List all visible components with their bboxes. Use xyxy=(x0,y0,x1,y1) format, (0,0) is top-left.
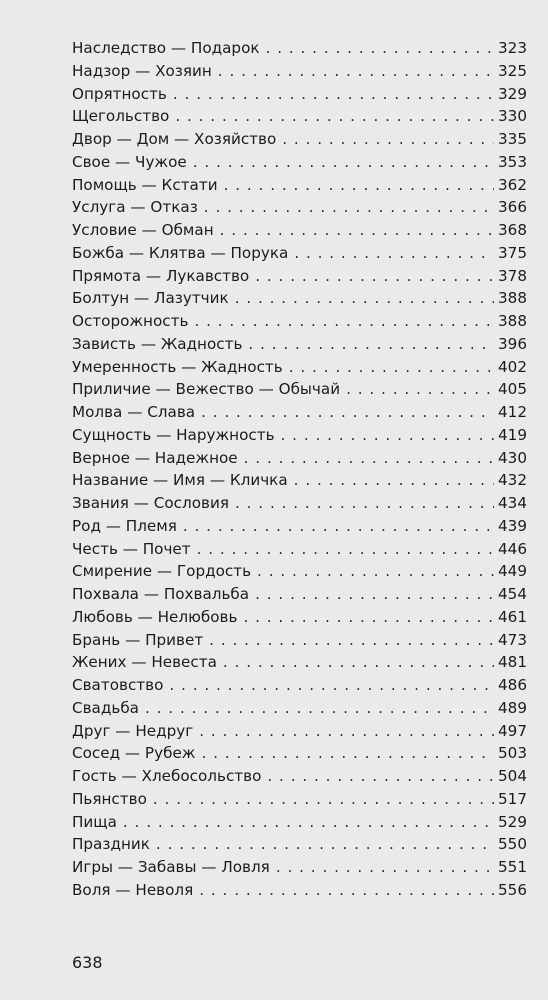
toc-entry-page: 551 xyxy=(498,858,527,876)
toc-entry-title: Пища xyxy=(72,812,117,831)
page-number: 638 xyxy=(72,953,103,972)
toc-entry-title: Щегольство xyxy=(72,107,170,126)
toc-entry-title: Надзор — Хозяин xyxy=(72,61,212,80)
toc-entry-title: Сосед — Рубеж xyxy=(72,744,196,763)
toc-entry xyxy=(72,788,527,811)
toc-entry-page: 503 xyxy=(498,744,527,763)
toc-entry-page: 434 xyxy=(498,494,527,512)
toc-entry-title: Брань — Привет xyxy=(72,630,204,649)
toc-dot-leader xyxy=(243,606,494,629)
toc-dot-leader xyxy=(173,83,494,106)
toc-entry-title: Зависть — Жадность xyxy=(72,334,243,353)
toc-dot-leader xyxy=(153,788,494,811)
toc-entry-page: 412 xyxy=(498,403,527,421)
toc-entry xyxy=(72,606,527,629)
toc-entry xyxy=(72,424,527,447)
toc-entry-page: 388 xyxy=(498,312,527,330)
toc-entry xyxy=(72,492,527,515)
toc-entry-title: Опрятность xyxy=(72,84,167,103)
toc-entry-title: Друг — Недруг xyxy=(72,721,194,740)
toc-entry xyxy=(72,37,527,60)
toc-dot-leader xyxy=(201,401,494,424)
toc-entry xyxy=(72,651,527,674)
toc-dot-leader xyxy=(244,447,494,470)
toc-entry-title: Воля — Неволя xyxy=(72,880,194,899)
toc-dot-leader xyxy=(193,151,494,174)
toc-entry-title: Болтун — Лазутчик xyxy=(72,289,229,308)
toc-entry-page: 335 xyxy=(498,130,527,148)
toc-dot-leader xyxy=(199,879,494,902)
toc-entry-page: 329 xyxy=(498,84,527,103)
toc-entry xyxy=(72,105,527,128)
toc-dot-leader xyxy=(175,105,494,128)
toc-dot-leader xyxy=(255,583,494,606)
toc-entry xyxy=(72,242,527,265)
toc-entry-page: 375 xyxy=(498,243,527,262)
toc-entry xyxy=(72,401,527,424)
toc-entry-page: 430 xyxy=(498,448,527,467)
toc-entry-title: Похвала — Похвальба xyxy=(72,585,250,603)
toc-dot-leader xyxy=(235,287,494,310)
toc-entry-page: 405 xyxy=(498,380,527,399)
toc-dot-leader xyxy=(209,629,494,652)
toc-entry xyxy=(72,287,527,310)
toc-dot-leader xyxy=(281,424,494,447)
toc-entry-title: Свадьба xyxy=(72,698,139,717)
toc-entry-title: Честь — Почет xyxy=(72,539,191,558)
toc-dot-leader xyxy=(194,310,494,333)
toc-dot-leader xyxy=(266,37,494,60)
toc-entry xyxy=(72,378,527,401)
toc-entry-page: 388 xyxy=(498,289,527,308)
toc-entry xyxy=(72,333,527,356)
toc-entry xyxy=(72,697,527,720)
toc-entry-title: Прямота — Лукавство xyxy=(72,266,250,285)
toc-entry-page: 486 xyxy=(498,676,527,694)
toc-entry-title: Звания — Сословия xyxy=(72,494,229,512)
toc-entry xyxy=(72,560,527,583)
toc-entry xyxy=(72,60,527,83)
toc-entry xyxy=(72,447,527,470)
toc-entry xyxy=(72,629,527,652)
toc-dot-leader xyxy=(123,811,494,834)
toc-entry xyxy=(72,833,527,856)
toc-dot-leader xyxy=(199,720,494,743)
toc-entry-page: 439 xyxy=(498,516,527,535)
toc-dot-leader xyxy=(282,128,494,151)
toc-entry-title: Игры — Забавы — Ловля xyxy=(72,858,270,876)
toc-entry-page: 366 xyxy=(498,198,527,217)
toc-dot-leader xyxy=(235,492,494,515)
toc-dot-leader xyxy=(218,60,494,83)
toc-dot-leader xyxy=(204,196,494,219)
toc-entry-title: Жених — Невеста xyxy=(72,653,217,672)
toc-entry-page: 325 xyxy=(498,61,527,80)
toc-dot-leader xyxy=(183,515,494,538)
toc-entry-page: 497 xyxy=(498,721,527,740)
toc-entry-title: Пьянство xyxy=(72,789,147,808)
toc-dot-leader xyxy=(346,378,494,401)
toc-entry-page: 449 xyxy=(498,562,527,581)
toc-entry xyxy=(72,856,527,879)
toc-dot-leader xyxy=(294,469,494,492)
toc-dot-leader xyxy=(248,333,494,356)
toc-entry-title: Осторожность xyxy=(72,312,189,330)
toc-entry-title: Любовь — Нелюбовь xyxy=(72,607,238,626)
toc-entry-page: 504 xyxy=(498,767,527,785)
toc-entry-title: Услуга — Отказ xyxy=(72,198,198,217)
toc-entry-page: 481 xyxy=(498,653,527,672)
toc-entry-page: 323 xyxy=(498,39,527,57)
toc-entry xyxy=(72,674,527,697)
toc-entry-title: Наследство — Подарок xyxy=(72,39,260,57)
toc-entry-title: Приличие — Вежество — Обычай xyxy=(72,380,341,399)
toc-entry-title: Род — Племя xyxy=(72,516,177,535)
toc-entry xyxy=(72,469,527,492)
toc-entry-title: Условие — Обман xyxy=(72,221,214,239)
toc-dot-leader xyxy=(220,219,494,242)
toc-dot-leader xyxy=(257,560,494,583)
toc-entry-page: 419 xyxy=(498,425,527,444)
toc-entry xyxy=(72,196,527,219)
toc-dot-leader xyxy=(156,833,494,856)
toc-dot-leader xyxy=(169,674,494,697)
toc-dot-leader xyxy=(267,765,494,788)
toc-entry-page: 353 xyxy=(498,152,527,171)
toc-dot-leader xyxy=(276,856,494,879)
toc-entry-page: 489 xyxy=(498,698,527,717)
toc-entry-page: 550 xyxy=(498,835,527,854)
toc-entry-page: 461 xyxy=(498,607,527,626)
toc-entry-title: Божба — Клятва — Порука xyxy=(72,243,289,262)
toc-entry xyxy=(72,356,527,379)
toc-entry xyxy=(72,879,527,902)
toc-entry-page: 556 xyxy=(498,880,527,899)
toc-entry xyxy=(72,83,527,106)
toc-dot-leader xyxy=(224,174,494,197)
toc-entry-title: Праздник xyxy=(72,835,150,854)
toc-entry-title: Гость — Хлебосольство xyxy=(72,767,262,785)
toc-entry-title: Сватовство xyxy=(72,676,164,694)
toc-dot-leader xyxy=(255,265,494,288)
toc-entry xyxy=(72,219,527,242)
toc-entry xyxy=(72,265,527,288)
toc-entry-title: Верное — Надежное xyxy=(72,448,238,467)
toc-entry-page: 454 xyxy=(498,585,527,603)
toc-entry xyxy=(72,742,527,765)
toc-entry-page: 402 xyxy=(498,357,527,376)
toc-entry-title: Смирение — Гордость xyxy=(72,562,252,581)
toc-dot-leader xyxy=(294,242,494,265)
toc-entry xyxy=(72,310,527,333)
toc-entry-page: 362 xyxy=(498,175,527,194)
toc-dot-leader xyxy=(289,356,494,379)
toc-entry-title: Двор — Дом — Хозяйство xyxy=(72,130,277,148)
toc-dot-leader xyxy=(223,651,494,674)
toc-entry xyxy=(72,765,527,788)
toc-entry-page: 368 xyxy=(498,221,527,239)
toc-entry xyxy=(72,151,527,174)
toc-entry-page: 396 xyxy=(498,334,527,353)
toc-entry-title: Сущность — Наружность xyxy=(72,425,275,444)
toc-entry-page: 330 xyxy=(498,107,527,126)
toc-dot-leader xyxy=(201,742,494,765)
toc-dot-leader xyxy=(197,538,494,561)
toc-entry xyxy=(72,720,527,743)
toc-entry-title: Свое — Чужое xyxy=(72,152,187,171)
toc-entry xyxy=(72,174,527,197)
toc-entry-page: 529 xyxy=(498,812,527,831)
toc-entry-title: Молва — Слава xyxy=(72,403,196,421)
toc-entry-title: Название — Имя — Кличка xyxy=(72,471,288,490)
toc-entry-page: 446 xyxy=(498,539,527,558)
toc-entry-page: 473 xyxy=(498,630,527,649)
toc-entry-title: Умеренность — Жадность xyxy=(72,357,283,376)
toc-entry xyxy=(72,538,527,561)
toc-entry xyxy=(72,515,527,538)
toc-entry xyxy=(72,128,527,151)
toc-entry xyxy=(72,811,527,834)
toc-entry xyxy=(72,583,527,606)
toc-entry-title: Помощь — Кстати xyxy=(72,175,218,194)
toc-entry-page: 378 xyxy=(498,266,527,285)
toc-dot-leader xyxy=(145,697,494,720)
toc-entry-page: 432 xyxy=(498,471,527,490)
toc-entry-page: 517 xyxy=(498,789,527,808)
table-of-contents xyxy=(72,37,527,902)
